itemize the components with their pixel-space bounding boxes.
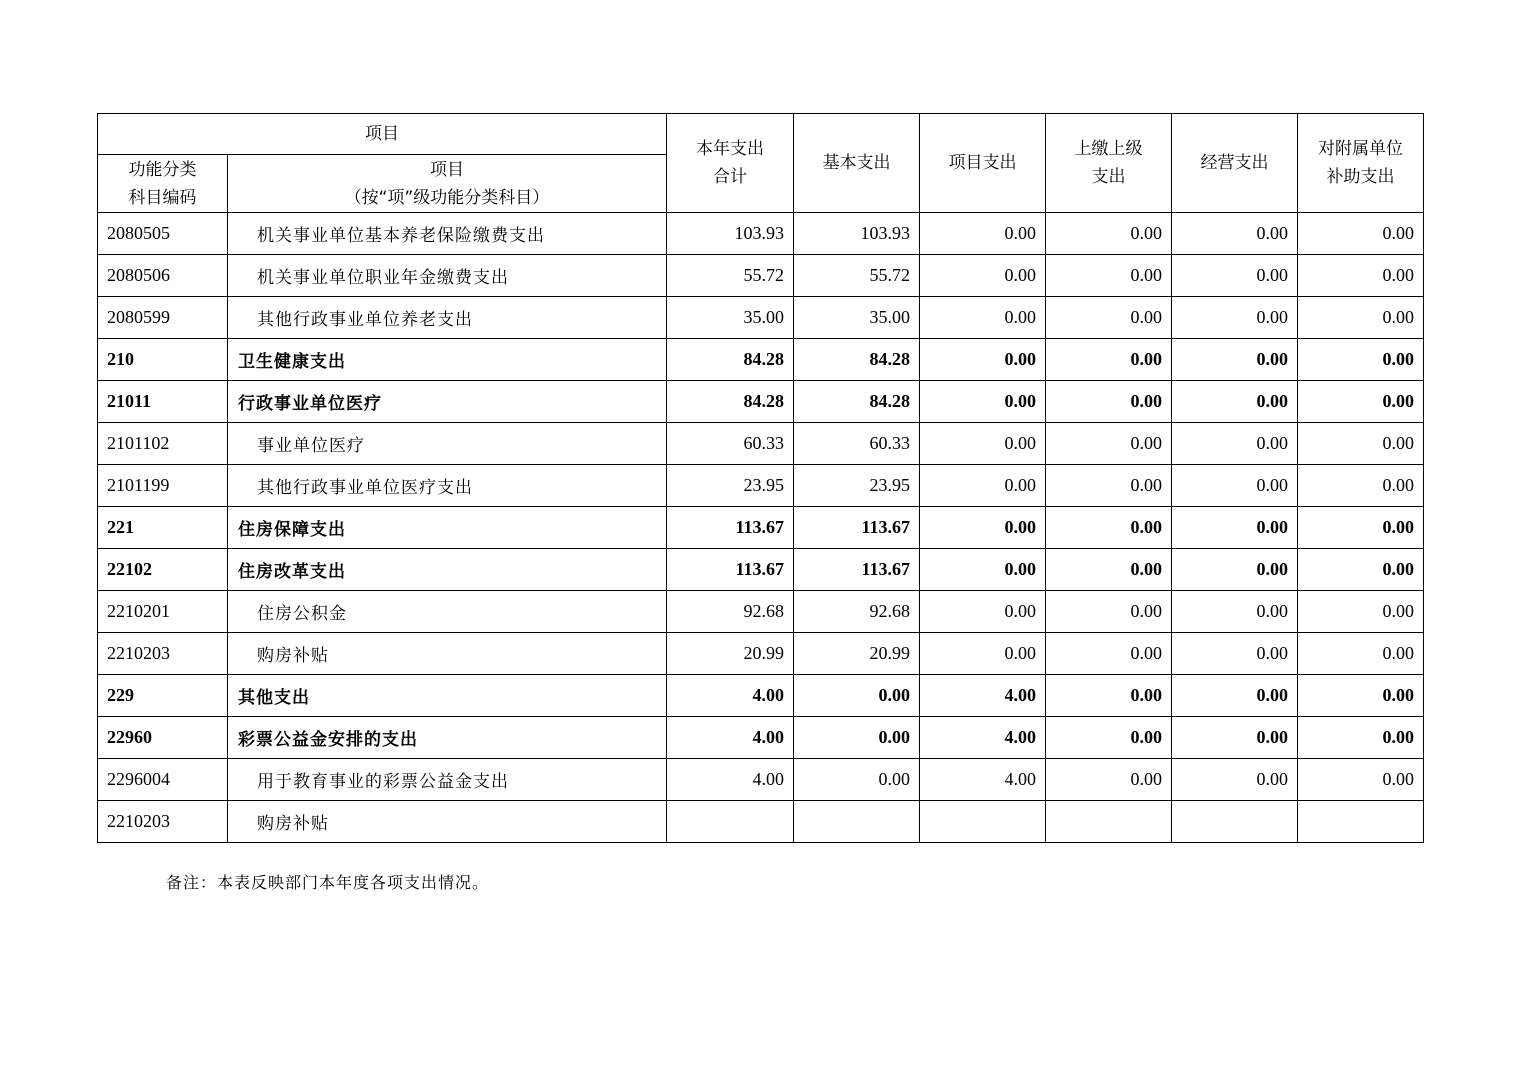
cell-subsidy [1298,801,1424,843]
table-row [98,633,1424,675]
cell-basic: 113.67 [794,507,920,549]
expenditure-table [97,113,1424,843]
cell-name: 机关事业单位职业年金缴费支出 [228,255,667,297]
cell-subsidy: 0.00 [1298,339,1424,381]
cell-name: 住房公积金 [228,591,667,633]
table-body [98,213,1424,843]
cell-project: 0.00 [920,633,1046,675]
cell-upper: 0.00 [1046,423,1172,465]
cell-basic: 84.28 [794,339,920,381]
cell-basic: 20.99 [794,633,920,675]
cell-upper: 0.00 [1046,633,1172,675]
cell-code: 2080599 [98,297,228,339]
cell-total: 113.67 [667,507,794,549]
cell-project: 0.00 [920,381,1046,423]
cell-code: 2296004 [98,759,228,801]
cell-total: 20.99 [667,633,794,675]
cell-subsidy: 0.00 [1298,549,1424,591]
table-note: 备注：本表反映部门本年度各项支出情况。 [166,873,490,892]
cell-upper: 0.00 [1046,759,1172,801]
cell-name: 住房改革支出 [228,549,667,591]
cell-name: 购房补贴 [228,801,667,843]
cell-project: 0.00 [920,339,1046,381]
cell-upper: 0.00 [1046,717,1172,759]
cell-name: 其他支出 [228,675,667,717]
cell-business: 0.00 [1172,381,1298,423]
cell-business: 0.00 [1172,759,1298,801]
cell-code: 2101199 [98,465,228,507]
cell-business: 0.00 [1172,549,1298,591]
table-row [98,255,1424,297]
cell-project: 0.00 [920,297,1046,339]
cell-project: 0.00 [920,213,1046,255]
header-subsidy: 对附属单位 补助支出 [1298,114,1424,213]
table-row [98,759,1424,801]
table-row [98,339,1424,381]
cell-name: 卫生健康支出 [228,339,667,381]
cell-business: 0.00 [1172,507,1298,549]
cell-project: 4.00 [920,675,1046,717]
cell-total: 60.33 [667,423,794,465]
cell-basic: 35.00 [794,297,920,339]
cell-business: 0.00 [1172,255,1298,297]
cell-name: 购房补贴 [228,633,667,675]
cell-upper: 0.00 [1046,255,1172,297]
cell-total: 84.28 [667,381,794,423]
cell-code: 2210203 [98,633,228,675]
cell-business: 0.00 [1172,717,1298,759]
cell-total: 113.67 [667,549,794,591]
cell-business: 0.00 [1172,423,1298,465]
cell-project: 4.00 [920,717,1046,759]
cell-business: 0.00 [1172,297,1298,339]
cell-basic: 0.00 [794,717,920,759]
cell-name: 其他行政事业单位医疗支出 [228,465,667,507]
expenditure-table-container [97,113,1423,843]
table-row [98,675,1424,717]
cell-total: 23.95 [667,465,794,507]
cell-name: 行政事业单位医疗 [228,381,667,423]
cell-total: 55.72 [667,255,794,297]
header-basic: 基本支出 [794,114,920,213]
cell-subsidy: 0.00 [1298,297,1424,339]
cell-basic: 55.72 [794,255,920,297]
cell-basic: 103.93 [794,213,920,255]
cell-business: 0.00 [1172,465,1298,507]
cell-code: 2210201 [98,591,228,633]
cell-project: 0.00 [920,255,1046,297]
cell-code: 21011 [98,381,228,423]
cell-subsidy: 0.00 [1298,465,1424,507]
cell-subsidy: 0.00 [1298,423,1424,465]
cell-total: 4.00 [667,759,794,801]
table-row [98,213,1424,255]
cell-business: 0.00 [1172,339,1298,381]
cell-subsidy: 0.00 [1298,717,1424,759]
header-upper: 上缴上级 支出 [1046,114,1172,213]
cell-upper: 0.00 [1046,339,1172,381]
cell-subsidy: 0.00 [1298,759,1424,801]
cell-upper: 0.00 [1046,465,1172,507]
cell-code: 22960 [98,717,228,759]
cell-project [920,801,1046,843]
cell-basic: 113.67 [794,549,920,591]
cell-basic: 0.00 [794,675,920,717]
cell-project: 4.00 [920,759,1046,801]
cell-basic: 23.95 [794,465,920,507]
cell-subsidy: 0.00 [1298,633,1424,675]
header-code: 功能分类 科目编码 [98,155,228,213]
cell-subsidy: 0.00 [1298,675,1424,717]
cell-business: 0.00 [1172,591,1298,633]
cell-upper: 0.00 [1046,675,1172,717]
cell-basic [794,801,920,843]
cell-code: 2080505 [98,213,228,255]
header-total: 本年支出 合计 [667,114,794,213]
cell-name: 机关事业单位基本养老保险缴费支出 [228,213,667,255]
table-header [98,114,1424,213]
cell-upper: 0.00 [1046,213,1172,255]
table-row [98,465,1424,507]
cell-subsidy: 0.00 [1298,507,1424,549]
table-row [98,423,1424,465]
cell-upper: 0.00 [1046,591,1172,633]
cell-upper: 0.00 [1046,381,1172,423]
cell-upper [1046,801,1172,843]
table-row [98,717,1424,759]
cell-total: 92.68 [667,591,794,633]
cell-project: 0.00 [920,591,1046,633]
header-item-group: 项目 [98,114,667,155]
cell-business: 0.00 [1172,675,1298,717]
cell-name: 住房保障支出 [228,507,667,549]
table-row [98,507,1424,549]
cell-total: 4.00 [667,675,794,717]
cell-total [667,801,794,843]
table-row [98,381,1424,423]
cell-total: 84.28 [667,339,794,381]
cell-total: 103.93 [667,213,794,255]
table-row [98,801,1424,843]
cell-subsidy: 0.00 [1298,255,1424,297]
cell-total: 4.00 [667,717,794,759]
cell-subsidy: 0.00 [1298,591,1424,633]
cell-business: 0.00 [1172,633,1298,675]
cell-upper: 0.00 [1046,507,1172,549]
cell-basic: 0.00 [794,759,920,801]
header-project: 项目支出 [920,114,1046,213]
cell-code: 221 [98,507,228,549]
cell-code: 22102 [98,549,228,591]
cell-project: 0.00 [920,507,1046,549]
cell-upper: 0.00 [1046,297,1172,339]
cell-subsidy: 0.00 [1298,213,1424,255]
cell-basic: 84.28 [794,381,920,423]
table-row [98,591,1424,633]
cell-name: 其他行政事业单位养老支出 [228,297,667,339]
cell-name: 用于教育事业的彩票公益金支出 [228,759,667,801]
cell-total: 35.00 [667,297,794,339]
cell-project: 0.00 [920,465,1046,507]
cell-code: 2101102 [98,423,228,465]
cell-basic: 92.68 [794,591,920,633]
header-business: 经营支出 [1172,114,1298,213]
cell-subsidy: 0.00 [1298,381,1424,423]
cell-name: 彩票公益金安排的支出 [228,717,667,759]
cell-code: 2210203 [98,801,228,843]
table-row [98,297,1424,339]
cell-code: 229 [98,675,228,717]
cell-code: 2080506 [98,255,228,297]
cell-business: 0.00 [1172,213,1298,255]
cell-code: 210 [98,339,228,381]
cell-business [1172,801,1298,843]
cell-basic: 60.33 [794,423,920,465]
header-name: 项目 （按“项”级功能分类科目） [228,155,667,213]
table-row [98,549,1424,591]
cell-name: 事业单位医疗 [228,423,667,465]
cell-project: 0.00 [920,549,1046,591]
cell-upper: 0.00 [1046,549,1172,591]
cell-project: 0.00 [920,423,1046,465]
